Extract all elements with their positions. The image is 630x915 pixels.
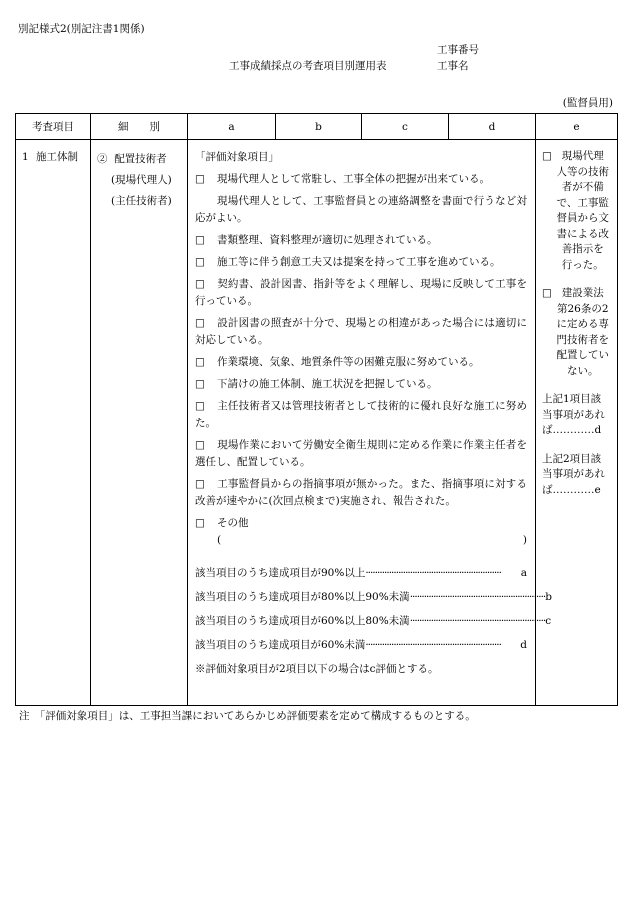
eval-item-text: 書類整理、資料整理が適切に処理されている。	[217, 234, 438, 246]
rate-row	[195, 565, 527, 582]
eval-item-text: 主任技術者又は管理技術者として技術的に優れ良好な施工に努めた。	[195, 400, 527, 429]
rate-result: b	[545, 591, 553, 603]
checkbox-icon[interactable]: □	[542, 287, 552, 299]
item-number: 1	[22, 151, 29, 163]
other-open-paren: (	[217, 534, 222, 546]
other-close-paren: )	[522, 534, 527, 546]
eval-item	[195, 437, 527, 471]
eval-item-text: 作業環境、気象、地質条件等の困難克服に努めている。	[217, 356, 480, 368]
checkbox-icon[interactable]: □	[542, 150, 552, 162]
table-row	[16, 140, 618, 706]
rate-label: 該当項目のうち達成項目が90%以上	[195, 567, 366, 579]
evaluation-items-cell	[188, 140, 553, 706]
checkbox-icon[interactable]: □	[195, 478, 205, 490]
header-a: a	[188, 114, 276, 140]
eval-item-text: 設計図書の照査が十分で、現場との相違があった場合には適切に対応している。	[195, 317, 527, 346]
header-e: e	[536, 114, 618, 140]
leader-dots: ··························································	[365, 639, 501, 651]
construction-number-label: 工事番号	[437, 44, 479, 56]
checkbox-icon[interactable]: □	[195, 517, 205, 529]
eval-item	[195, 376, 527, 393]
rate-note: ※評価対象項目が2項目以下の場合はc評価とする。	[195, 663, 439, 675]
eval-item-text: 現場作業において労働安全衛生規則に定める作業に作業主任者を選任し、配置している。	[195, 439, 527, 468]
e-text-line: 督員から文	[556, 212, 609, 224]
header-b: b	[276, 114, 362, 140]
document-title: 工事成績採点の考査項目別運用表	[229, 60, 387, 72]
rate-row	[195, 589, 553, 606]
e-text-line: 配置してい	[556, 349, 609, 361]
leader-dots: ··························································	[409, 615, 546, 627]
e-rule-1	[542, 392, 609, 439]
leader-dots: ··························································	[409, 591, 546, 603]
eval-item-text: 工事監督員からの指摘事項が無かった。また、指摘事項に対する改善が速やかに(次回点検まで)実施され、報告された。	[195, 478, 527, 507]
checkbox-icon[interactable]: □	[195, 439, 205, 451]
e-text-line: 上記2項目該	[542, 452, 602, 465]
eval-item	[195, 315, 527, 349]
evaluation-table	[15, 113, 618, 706]
e-text-line: 善指示を	[561, 243, 604, 255]
other-label: その他	[217, 517, 249, 529]
e-text-line: 上記1項目該	[542, 393, 602, 405]
eval-item	[195, 232, 527, 249]
e-text-line: 行った。	[561, 258, 604, 271]
e-text-line: で、工事監	[556, 196, 609, 209]
rate-row	[195, 637, 527, 654]
e-text-line: 当事項があれ	[542, 468, 605, 480]
rate-result: a	[520, 567, 527, 579]
eval-item	[195, 398, 527, 432]
e-criterion-2-text	[557, 286, 610, 379]
rate-label: 該当項目のうち達成項目が60%以上80%未満	[195, 615, 410, 627]
e-criterion-1-text	[557, 149, 610, 273]
rate-row	[195, 613, 552, 630]
checkbox-icon[interactable]: □	[195, 278, 205, 290]
rate-label: 該当項目のうち達成項目が80%以上90%未満	[195, 591, 410, 603]
rate-result: c	[545, 615, 552, 627]
table-header-row	[16, 114, 618, 140]
header-c: c	[362, 114, 449, 140]
rates-list	[195, 565, 553, 654]
eval-item	[195, 254, 527, 271]
eval-item	[195, 276, 527, 310]
eval-items-list	[195, 171, 527, 510]
role-label: (監督員用)	[562, 97, 613, 109]
other-input-area[interactable]	[195, 532, 527, 549]
leader-dots: ··························································	[365, 567, 501, 579]
e-text-line: 書による改	[556, 227, 609, 240]
e-text-line: 第26条の2	[556, 302, 609, 315]
sub-number: ②	[97, 153, 108, 165]
sub-line-chief-engineer: (主任技術者)	[111, 195, 172, 207]
e-criterion-2	[542, 286, 609, 379]
eval-item	[195, 171, 527, 188]
header-inspection-item: 考査項目	[16, 114, 91, 140]
sub-name: 配置技術者	[114, 153, 167, 165]
e-text-line: ない。	[567, 364, 599, 377]
e-text-line: に定める専	[556, 318, 609, 330]
item-name: 施工体制	[36, 151, 78, 163]
e-text-line: ば…………d	[542, 424, 602, 436]
eval-item-text: 現場代理人として、工事監督員との連絡調整を書面で行うなど対応がよい。	[195, 195, 527, 224]
eval-item	[195, 476, 527, 510]
eval-item	[195, 354, 527, 371]
sub-line-site-agent: (現場代理人)	[111, 174, 172, 186]
e-text-line: 門技術者を	[556, 333, 609, 346]
eval-heading: 「評価対象項目」	[195, 151, 279, 163]
e-text-line: 当事項があれ	[542, 408, 605, 421]
checkbox-icon[interactable]: □	[195, 378, 205, 390]
e-text-line: 現場代理	[561, 150, 604, 162]
header-detail: 細 別	[91, 114, 188, 140]
checkbox-icon[interactable]: □	[195, 400, 205, 412]
checkbox-icon[interactable]: □	[195, 234, 205, 246]
e-criterion-1	[542, 149, 609, 273]
form-label: 別記様式2(別記注書1関係)	[18, 23, 145, 35]
e-text-line: 人等の技術	[556, 165, 609, 178]
e-text-line: 者が不備	[561, 181, 604, 193]
eval-item	[195, 193, 527, 227]
eval-item-text: 施工等に伴う創意工夫又は提案を持って工事を進めている。	[217, 256, 501, 268]
rate-label: 該当項目のうち達成項目が60%未満	[195, 639, 366, 651]
checkbox-icon[interactable]: □	[195, 173, 205, 185]
checkbox-icon[interactable]: □	[195, 317, 205, 329]
checkbox-icon[interactable]: □	[195, 256, 205, 268]
detail-cell	[91, 140, 188, 706]
header-d: d	[449, 114, 536, 140]
e-rule-2	[542, 452, 609, 499]
footnote: 注 「評価対象項目」は、工事担当課においてあらかじめ評価要素を定めて構成するものとする。	[19, 710, 476, 722]
e-text-line: ば…………e	[542, 483, 601, 496]
rate-result: d	[520, 639, 527, 651]
construction-name-label: 工事名	[437, 60, 469, 72]
checkbox-icon[interactable]: □	[195, 356, 205, 368]
eval-item-text: 下請けの施工体制、施工状況を把握している。	[217, 378, 438, 390]
inspection-item-cell	[16, 140, 91, 706]
eval-item-text: 現場代理人として常駐し、工事全体の把握が出来ている。	[217, 173, 490, 185]
eval-item-other	[195, 515, 527, 549]
eval-item-text: 契約書、設計図書、指針等をよく理解し、現場に反映して工事を行っている。	[195, 278, 527, 307]
e-text-line: 建設業法	[561, 287, 604, 299]
